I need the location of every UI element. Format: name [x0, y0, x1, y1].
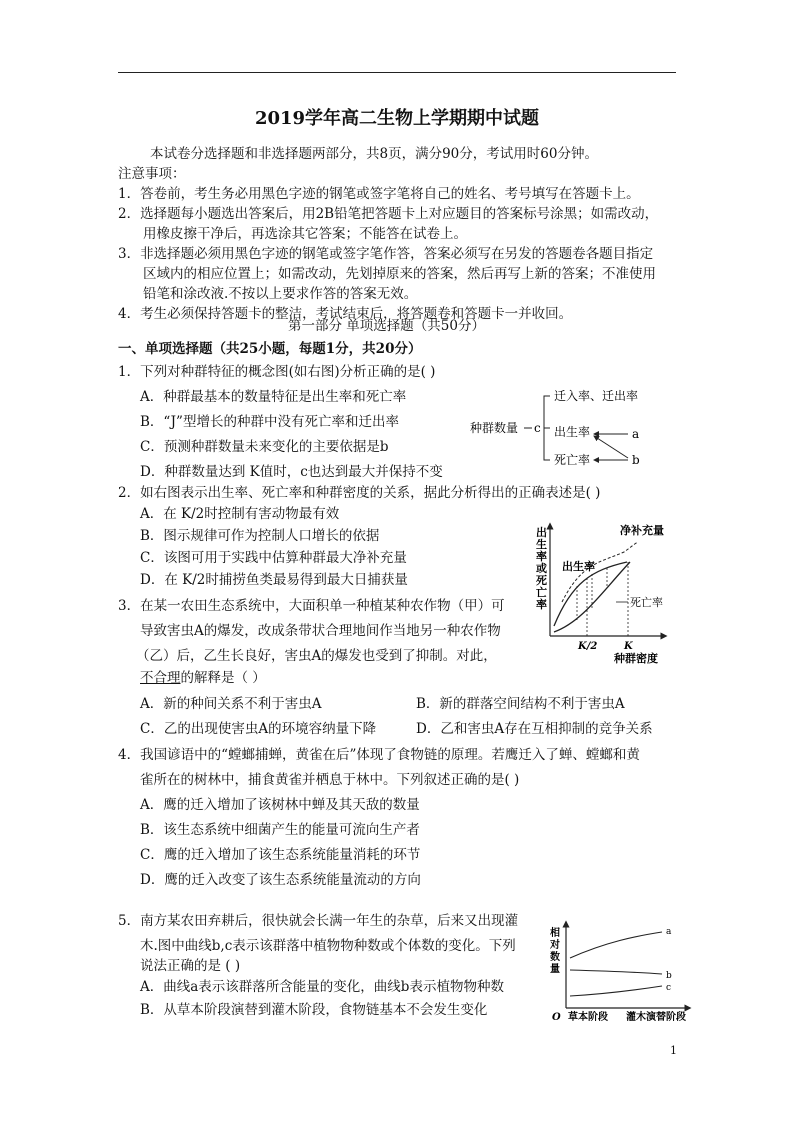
q1-root-label: 种群数量 [470, 421, 519, 435]
q1-node-birth: 出生率 [554, 425, 591, 439]
q2-density-chart [532, 522, 674, 668]
notice-line-2: 2．选择题每小题选出答案后，用2B铅笔把答题卡上对应题目的答案标号涂黑；如需改动， [118, 206, 659, 222]
q3-option-c: C．乙的出现使害虫A的环境容纳量下降 [140, 721, 377, 737]
paper-title: 2019学年高二生物上学期期中试题 [254, 108, 540, 129]
intro-text: 本试卷分选择题和非选择题两部分，共8页，满分90分，考试用时60分钟。 [150, 146, 598, 162]
q5-option-b: B．从草本阶段演替到灌木阶段，食物链基本不会发生变化 [140, 1002, 488, 1018]
q4-option-c: C．鹰的迁入增加了该生态系统能量消耗的环节 [140, 847, 421, 863]
q5-curve-b [570, 970, 662, 974]
q5-option-a: A．曲线a表示该群落所含能量的变化，曲线b表示植物物种数 [140, 979, 504, 995]
q2-ylabel-5: 死 [536, 574, 547, 587]
q2-option-b: B．图示规律可作为控制人口增长的依据 [140, 528, 380, 544]
q1-option-c: C．预测种群数量未来变化的主要依据是b [140, 439, 389, 455]
q5-ylabel-1: 相 [550, 928, 560, 939]
q4-option-a: A．鹰的迁入增加了该树林中蝉及其天敌的数量 [140, 797, 420, 813]
q2-option-c: C．该图可用于实践中估算种群最大净补充量 [140, 550, 407, 566]
q1-node-migration: 迁入率、迁出率 [554, 389, 639, 403]
q2-birth-label: 出生率 [562, 560, 595, 573]
q3-option-d: D．乙和害虫A存在互相抑制的竞争关系 [416, 721, 653, 737]
q1-a-label: a [632, 427, 640, 441]
q1-stem: 1．下列对种群特征的概念图(如右图)分析正确的是( ) [118, 364, 436, 380]
notice-heading: 注意事项： [118, 166, 186, 182]
q2-ylabel-2: 生 [536, 538, 547, 551]
q2-net-label: 净补充量 [620, 524, 664, 537]
q5-label-b: b [666, 971, 672, 981]
q3-underlined-word: 不合理 [140, 670, 181, 686]
q5-label-a: a [666, 927, 672, 937]
q1-b-label: b [632, 453, 640, 467]
part-heading: 第一部分 单项选择题（共50分） [288, 318, 485, 334]
q1-node-death: 死亡率 [554, 453, 591, 467]
q5-xlabel-2: 灌木演替阶段 [626, 1012, 686, 1023]
q1-c-label: c [534, 421, 541, 435]
q2-option-d: D．在 K/2时捕捞鱼类最易得到最大日捕获量 [140, 572, 408, 588]
q5-origin: O [552, 1012, 561, 1023]
q5-line-1: 5．南方某农田弃耕后，很快就会长满一年生的杂草，后来又出现灌 [118, 913, 519, 929]
q4-option-b: B．该生态系统中细菌产生的能量可流向生产者 [140, 822, 420, 838]
q5-succession-chart [546, 920, 694, 1026]
q2-ylabel-6: 亡 [536, 586, 547, 599]
q1-arrow-b1 [594, 436, 628, 458]
q1-option-a: A．种群最基本的数量特征是出生率和死亡率 [140, 389, 407, 405]
q2-stem: 2．如右图表示出生率、死亡率和种群密度的关系，据此分析得出的正确表述是( ) [118, 485, 601, 501]
q4-option-d: D．鹰的迁入改变了该生态系统能量流动的方向 [140, 872, 421, 888]
header-rule [118, 72, 676, 73]
page-number: 1 [670, 1044, 677, 1057]
q5-ylabel-3: 数 [550, 952, 560, 963]
notice-line-3b: 区域内的相应位置上；如需改动，先划掉原来的答案，然后再写上新的答案；不准使用 [143, 266, 656, 282]
q3-option-b: B．新的群落空间结构不利于害虫A [416, 696, 625, 712]
q3-line-1: 3．在某一农田生态系统中，大面积单一种植某种农作物（甲）可 [118, 598, 505, 614]
q3-line-2: 导致害虫A的爆发，改成条带状合理地间作当地另一种农作物 [140, 623, 501, 639]
q5-curve-c [570, 986, 662, 996]
q4-line-1: 4．我国谚语中的“螳螂捕蝉，黄雀在后”体现了食物链的原理。若鹰迁入了蝉、螳螂和黄 [118, 747, 640, 763]
q5-line-3: 说法正确的是 ( ) [140, 958, 241, 974]
q2-tick-halfk: K/2 [578, 641, 598, 652]
q2-death-label: 死亡率 [630, 596, 663, 609]
q5-label-c: c [666, 983, 672, 993]
q5-ylabel-2: 对 [550, 940, 560, 951]
q1-concept-diagram [464, 382, 674, 474]
notice-line-4: 4．考生必须保持答题卡的整洁，考试结束后，将答题卷和答题卡一并收回。 [118, 306, 573, 322]
q2-ylabel-3: 率 [536, 550, 547, 563]
notice-line-2b: 用橡皮擦干净后，再选涂其它答案；不能答在试卷上。 [143, 226, 467, 242]
q4-line-2: 雀所在的树林中，捕食黄雀并栖息于林中。下列叙述正确的是( ) [140, 772, 520, 788]
section-heading: 一、单项选择题（共25小题，每题1分，共20分） [118, 341, 422, 357]
q3-line-4-rest: 的解释是（ ） [180, 670, 266, 686]
notice-line-3: 3．非选择题必须用黑色字迹的钢笔或签字笔作答，答案必须写在另发的答题卷各题目指定 [118, 246, 654, 262]
q1-option-d: D．种群数量达到 K值时，c也达到最大并保持不变 [140, 464, 443, 480]
q2-ylabel-7: 率 [536, 598, 547, 611]
q3-line-4 [140, 666, 266, 690]
q5-ylabel-4: 量 [550, 964, 560, 975]
q2-ylabel-1: 出 [536, 526, 547, 539]
q2-tick-k: K [624, 641, 633, 652]
q2-xlabel: 种群密度 [614, 652, 658, 665]
notice-line-1: 1．答卷前，考生务必用黑色字迹的钢笔或签字笔将自己的姓名、考号填写在答题卡上。 [118, 186, 640, 202]
q1-option-b: B．“J”型增长的种群中没有死亡率和迁出率 [140, 414, 399, 430]
q5-curve-a [570, 932, 662, 958]
q3-option-a: A．新的种间关系不利于害虫A [140, 696, 322, 712]
q5-line-2: 木.图中曲线b,c表示该群落中植物物种数或个体数的变化。下列 [140, 938, 516, 954]
q3-line-3: （乙）后，乙生长良好，害虫A的爆发也受到了抑制。对此， [136, 648, 497, 664]
q5-xlabel-1: 草本阶段 [568, 1012, 608, 1023]
q2-ylabel-4: 或 [536, 562, 547, 575]
q2-option-a: A．在 K/2时控制有害动物最有效 [140, 506, 340, 522]
notice-line-3c: 铅笔和涂改液.不按以上要求作答的答案无效。 [143, 286, 418, 302]
